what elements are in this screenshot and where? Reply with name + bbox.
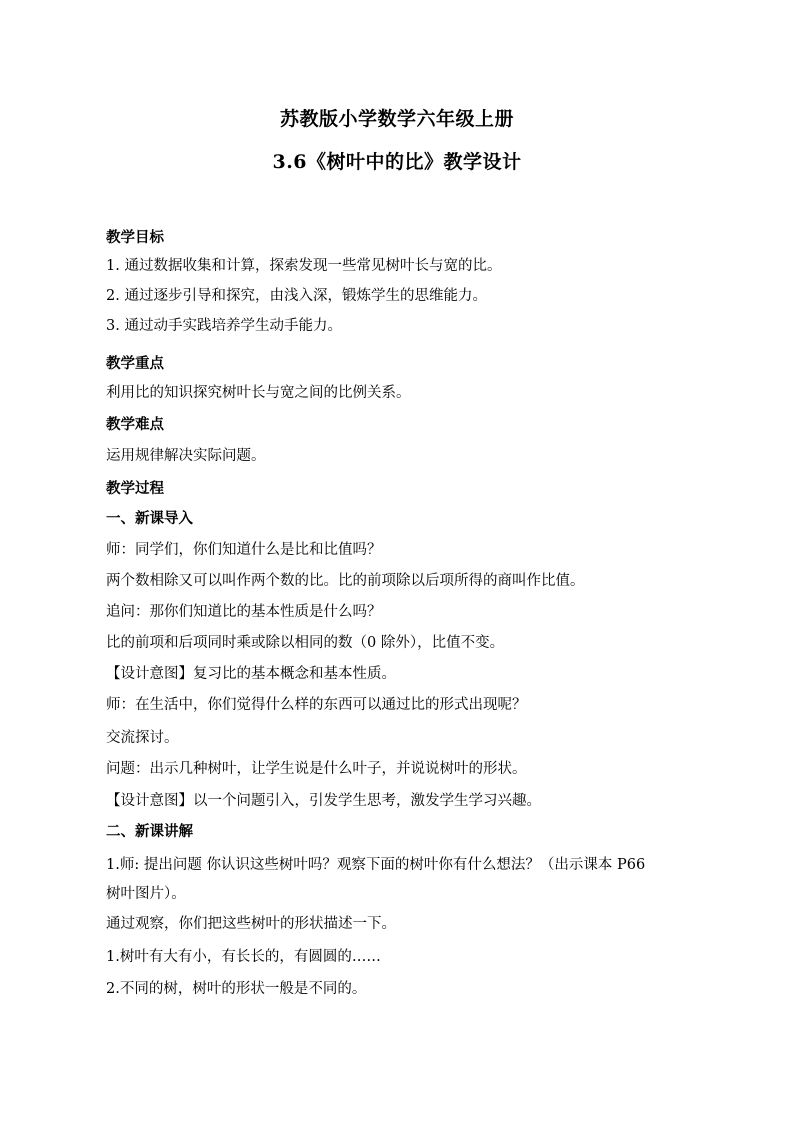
paragraph-line: 1.树叶有大有小，有长长的，有圆圆的…… xyxy=(106,949,381,965)
section-heading-objectives: 教学目标 xyxy=(106,229,164,246)
objective-item-2: 2. 通过逐步引导和探究，由浅入深，锻炼学生的思维能力。 xyxy=(106,288,487,304)
paragraph-line: 交流探讨。 xyxy=(106,730,179,746)
paragraph-line: 追问：那你们知道比的基本性质是什么吗？ xyxy=(106,604,382,620)
objective-item-1: 1. 通过数据收集和计算，探索发现一些常见树叶长与宽的比。 xyxy=(106,258,502,274)
design-intent-note: 【设计意图】复习比的基本概念和基本性质。 xyxy=(106,666,396,682)
paragraph-line: 比的前项和后项同时乘或除以相同的数（0 除外），比值不变。 xyxy=(106,635,505,651)
difficulties-text: 运用规律解决实际问题。 xyxy=(106,448,266,464)
section-heading-key-points: 教学重点 xyxy=(106,355,164,372)
paragraph-line: 2.不同的树，树叶的形状一般是不同的。 xyxy=(106,981,367,997)
document-title: 苏教版小学数学六年级上册 xyxy=(279,108,514,130)
subsection-heading-lesson: 二、新课讲解 xyxy=(106,823,193,840)
section-heading-process: 教学过程 xyxy=(106,480,164,497)
paragraph-line: 师：同学们，你们知道什么是比和比值吗？ xyxy=(106,542,382,558)
document-subtitle: 3.6《树叶中的比》教学设计 xyxy=(272,151,522,173)
paragraph-line: 树叶图片）。 xyxy=(106,886,186,902)
paragraph-line: 通过观察，你们把这些树叶的形状描述一下。 xyxy=(106,916,396,932)
objective-item-3: 3. 通过动手实践培养学生动手能力。 xyxy=(106,318,342,334)
design-intent-note: 【设计意图】以一个问题引入，引发学生思考，激发学生学习兴趣。 xyxy=(106,793,541,809)
paragraph-line: 1.师: 提出问题 你认识这些树叶吗？观察下面的树叶你有什么想法？（出示课本 P66 xyxy=(106,857,646,873)
paragraph-line: 问题：出示几种树叶，让学生说是什么叶子，并说说树叶的形状。 xyxy=(106,761,527,777)
subsection-heading-intro: 一、新课导入 xyxy=(106,510,193,527)
section-heading-difficulties: 教学难点 xyxy=(106,416,164,433)
key-points-text: 利用比的知识探究树叶长与宽之间的比例关系。 xyxy=(106,385,411,401)
paragraph-line: 两个数相除又可以叫作两个数的比。比的前项除以后项所得的商叫作比值。 xyxy=(106,573,585,589)
paragraph-line: 师：在生活中，你们觉得什么样的东西可以通过比的形式出现呢？ xyxy=(106,697,527,713)
